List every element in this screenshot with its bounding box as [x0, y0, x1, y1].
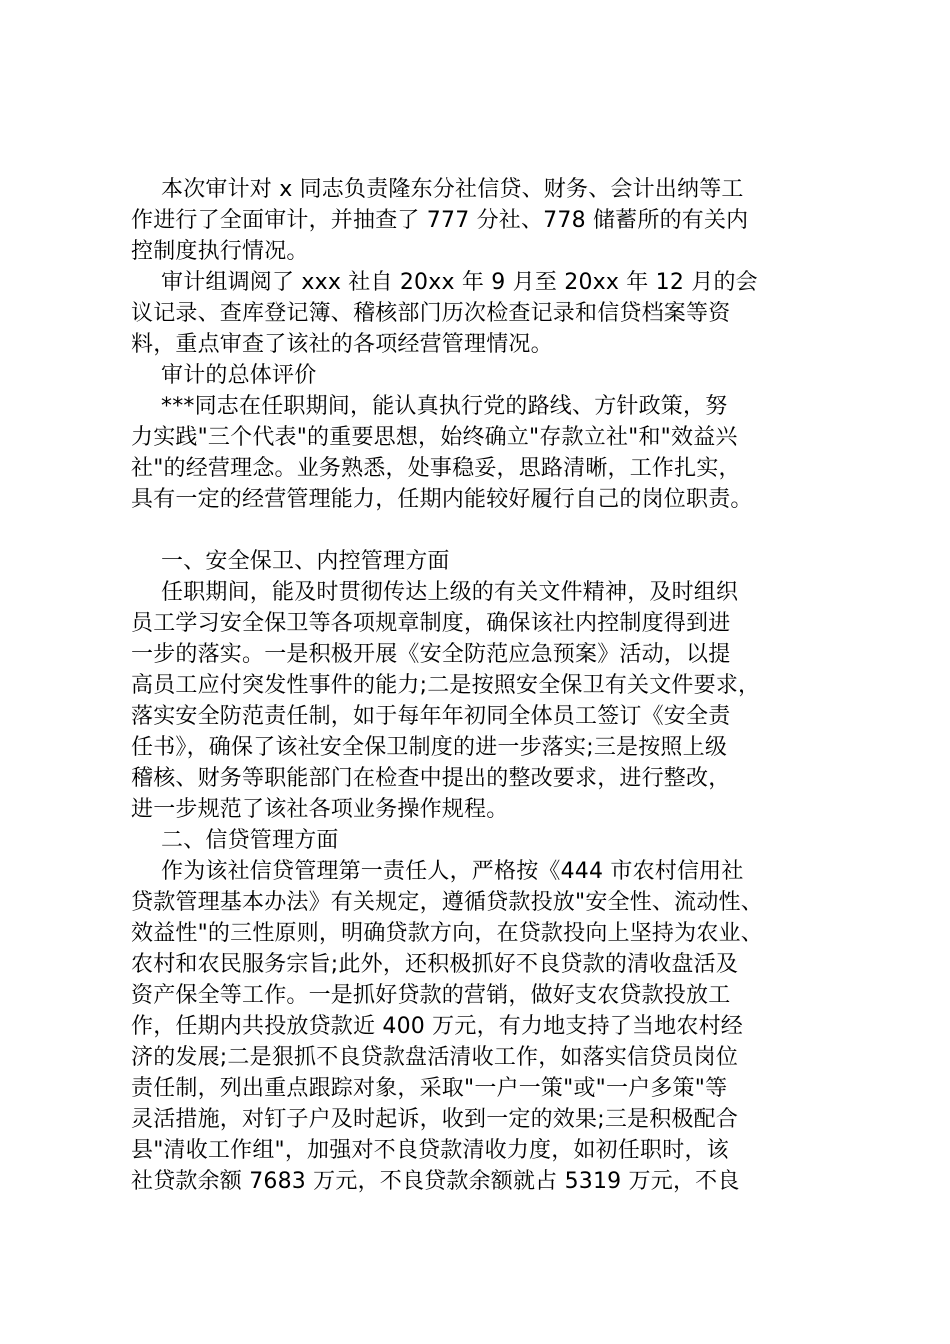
- text-line: 落实安全防范责任制，如于每年年初同全体员工签订《安全责: [131, 704, 731, 729]
- text-line: 作，任期内共投放贷款近 400 万元，有力地支持了当地农村经: [131, 1014, 743, 1039]
- text-line: 员工学习安全保卫等各项规章制度，确保该社内控制度得到进: [131, 611, 731, 636]
- text-line: 进一步规范了该社各项业务操作规程。: [131, 797, 509, 822]
- text-line: 社贷款余额 7683 万元，不良贷款余额就占 5319 万元，不良: [131, 1169, 740, 1194]
- document-page: [131, 174, 831, 1197]
- text-line: 社"的经营理念。业务熟悉，处事稳妥，思路清晰，工作扎实，: [131, 456, 741, 481]
- text-line: 审计的总体评价: [161, 363, 317, 388]
- text-line: 任书》，确保了该社安全保卫制度的进一步落实;三是按照上级: [131, 735, 728, 760]
- text-line: 本次审计对 x 同志负责隆东分社信贷、财务、会计出纳等工: [161, 177, 744, 202]
- text-line: 高员工应付突发性事件的能力;二是按照安全保卫有关文件要求，: [131, 673, 761, 698]
- text-line: 任职期间，能及时贯彻传达上级的有关文件精神，及时组织: [161, 580, 739, 605]
- text-line: 作为该社信贷管理第一责任人，严格按《444 市农村信用社: [161, 859, 744, 884]
- text-line: ***同志在任职期间，能认真执行党的路线、方针政策，努: [161, 394, 728, 419]
- text-line: 资产保全等工作。一是抓好贷款的营销，做好支农贷款投放工: [131, 983, 731, 1008]
- text-line: 稽核、财务等职能部门在检查中提出的整改要求，进行整改，: [131, 766, 731, 791]
- text-line: 一、安全保卫、内控管理方面: [161, 549, 450, 574]
- text-line: 议记录、查库登记簿、稽核部门历次检查记录和信贷档案等资: [131, 301, 731, 326]
- text-line: 力实践"三个代表"的重要思想，始终确立"存款立社"和"效益兴: [131, 425, 738, 450]
- text-line: 料，重点审查了该社的各项经营管理情况。: [131, 332, 553, 357]
- blank-line: [131, 515, 831, 546]
- text-line: 农村和农民服务宗旨;此外，还积极抓好不良贷款的清收盘活及: [131, 952, 739, 977]
- text-line: 控制度执行情况。: [131, 239, 309, 264]
- text-line: 二、信贷管理方面: [161, 828, 339, 853]
- text-line: 审计组调阅了 xxx 社自 20xx 年 9 月至 20xx 年 12 月的会: [161, 270, 758, 295]
- text-line: 效益性"的三性原则，明确贷款方向，在贷款投向上坚持为农业、: [131, 921, 763, 946]
- text-line: 灵活措施，对钉子户及时起诉，收到一定的效果;三是积极配合: [131, 1107, 739, 1132]
- text-line: 县"清收工作组"，加强对不良贷款清收力度，如初任职时，该: [131, 1138, 729, 1163]
- text-line: 作进行了全面审计，并抽查了 777 分社、778 储蓄所的有关内: [131, 208, 749, 233]
- text-line: 责任制，列出重点跟踪对象，采取"一户一策"或"一户多策"等: [131, 1076, 728, 1101]
- text-line: 一步的落实。一是积极开展《安全防范应急预案》活动，以提: [131, 642, 731, 667]
- text-line: 贷款管理基本办法》有关规定，遵循贷款投放"安全性、流动性、: [131, 890, 763, 915]
- text-line: 济的发展;二是狠抓不良贷款盘活清收工作，如落实信贷员岗位: [131, 1045, 739, 1070]
- text-line: 具有一定的经营管理能力，任期内能较好履行自己的岗位职责。: [131, 487, 753, 512]
